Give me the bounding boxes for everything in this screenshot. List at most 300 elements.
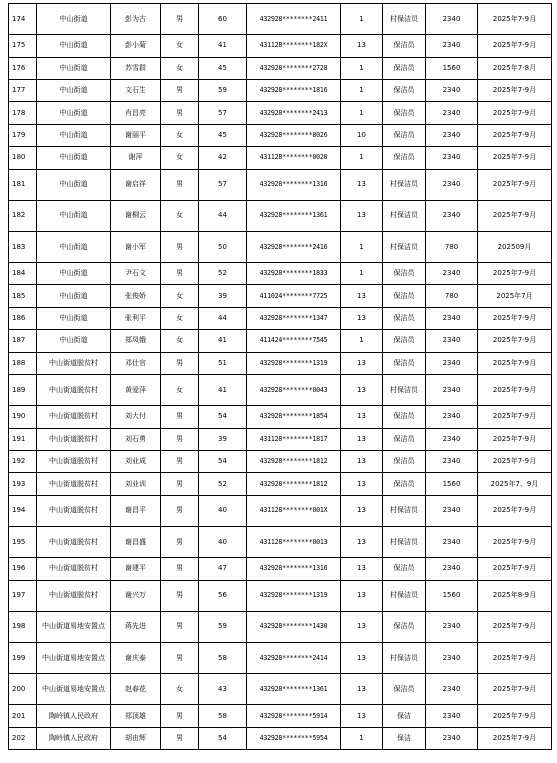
amount-cell: 2340 [426, 79, 478, 101]
gender-cell: 女 [161, 330, 199, 352]
name-cell: 文石生 [111, 79, 161, 101]
months-cell: 1 [341, 727, 383, 749]
gender-cell: 男 [161, 169, 199, 200]
unit-cell: 中山街道 [37, 124, 111, 146]
row-number: 181 [9, 169, 37, 200]
amount-cell: 2340 [426, 147, 478, 169]
period-cell: 2025年7-9月 [478, 406, 552, 428]
name-cell: 谢小军 [111, 231, 161, 262]
post-cell: 保洁员 [383, 263, 426, 285]
age-cell: 40 [199, 495, 247, 526]
table-row [9, 147, 552, 169]
months-cell: 13 [341, 200, 383, 231]
row-number: 194 [9, 495, 37, 526]
age-cell: 58 [199, 642, 247, 673]
table-row [9, 473, 552, 495]
period-cell: 2025年7-9月 [478, 200, 552, 231]
gender-cell: 女 [161, 124, 199, 146]
age-cell: 42 [199, 147, 247, 169]
name-cell: 张利平 [111, 307, 161, 329]
gender-cell: 女 [161, 147, 199, 169]
gender-cell: 男 [161, 451, 199, 473]
amount-cell: 2340 [426, 428, 478, 450]
table-row [9, 705, 552, 727]
months-cell: 13 [341, 526, 383, 557]
table-row [9, 526, 552, 557]
id-number-cell: 432928********1361 [247, 674, 341, 705]
row-number: 187 [9, 330, 37, 352]
post-cell: 保洁员 [383, 147, 426, 169]
post-cell: 保洁员 [383, 558, 426, 580]
months-cell: 13 [341, 705, 383, 727]
amount-cell: 2340 [426, 674, 478, 705]
unit-cell: 中山街道脱贫村 [37, 473, 111, 495]
unit-cell: 中山街道 [37, 231, 111, 262]
period-cell: 2025年7-9月 [478, 147, 552, 169]
amount-cell: 2340 [426, 495, 478, 526]
table-row [9, 580, 552, 611]
post-cell: 保洁员 [383, 79, 426, 101]
table-row [9, 674, 552, 705]
table-row [9, 79, 552, 101]
gender-cell: 男 [161, 558, 199, 580]
period-cell: 2025年7-8月 [478, 57, 552, 79]
period-cell: 2025年7-9月 [478, 727, 552, 749]
name-cell: 谢昌盛 [111, 526, 161, 557]
name-cell: 彭为古 [111, 4, 161, 35]
period-cell: 2025年7-9月 [478, 124, 552, 146]
row-number: 191 [9, 428, 37, 450]
months-cell: 13 [341, 375, 383, 406]
months-cell: 13 [341, 558, 383, 580]
amount-cell: 2340 [426, 558, 478, 580]
post-cell: 保洁员 [383, 428, 426, 450]
id-number-cell: 432928********1833 [247, 263, 341, 285]
months-cell: 1 [341, 263, 383, 285]
amount-cell: 2340 [426, 352, 478, 374]
age-cell: 57 [199, 102, 247, 124]
unit-cell: 中山街道脱贫村 [37, 451, 111, 473]
amount-cell: 2340 [426, 526, 478, 557]
name-cell: 赵春花 [111, 674, 161, 705]
id-number-cell: 432928********1316 [247, 558, 341, 580]
age-cell: 39 [199, 428, 247, 450]
id-number-cell: 432928********8026 [247, 124, 341, 146]
row-number: 183 [9, 231, 37, 262]
id-number-cell: 432928********2416 [247, 231, 341, 262]
id-number-cell: 432928********1361 [247, 200, 341, 231]
months-cell: 13 [341, 285, 383, 307]
gender-cell: 男 [161, 580, 199, 611]
amount-cell: 780 [426, 231, 478, 262]
row-number: 200 [9, 674, 37, 705]
amount-cell: 2340 [426, 406, 478, 428]
gender-cell: 男 [161, 406, 199, 428]
months-cell: 1 [341, 102, 383, 124]
amount-cell: 2340 [426, 200, 478, 231]
id-number-cell: 432928********1812 [247, 473, 341, 495]
period-cell: 2025年7-9月 [478, 611, 552, 642]
period-cell: 2025年7月 [478, 285, 552, 307]
row-number: 197 [9, 580, 37, 611]
post-cell: 保洁员 [383, 285, 426, 307]
amount-cell: 1560 [426, 473, 478, 495]
row-number: 196 [9, 558, 37, 580]
unit-cell: 中山街道易地安置点 [37, 674, 111, 705]
amount-cell: 1560 [426, 57, 478, 79]
unit-cell: 中山街道 [37, 57, 111, 79]
period-cell: 2025年7-9月 [478, 330, 552, 352]
period-cell: 2025年7-9月 [478, 263, 552, 285]
months-cell: 1 [341, 57, 383, 79]
id-number-cell: 432928********1854 [247, 406, 341, 428]
post-cell: 保洁员 [383, 124, 426, 146]
row-number: 198 [9, 611, 37, 642]
id-number-cell: 431128********0013 [247, 526, 341, 557]
post-cell: 村保洁员 [383, 375, 426, 406]
gender-cell: 女 [161, 200, 199, 231]
name-cell: 彭小菊 [111, 35, 161, 57]
gender-cell: 男 [161, 4, 199, 35]
row-number: 199 [9, 642, 37, 673]
name-cell: 邓仕官 [111, 352, 161, 374]
table-row [9, 285, 552, 307]
period-cell: 2025年7-9月 [478, 674, 552, 705]
row-number: 178 [9, 102, 37, 124]
months-cell: 13 [341, 169, 383, 200]
id-number-cell: 431128********0020 [247, 147, 341, 169]
post-cell: 保洁员 [383, 307, 426, 329]
unit-cell: 中山街道脱贫村 [37, 580, 111, 611]
post-cell: 保洁员 [383, 611, 426, 642]
table-row [9, 330, 552, 352]
gender-cell: 女 [161, 35, 199, 57]
row-number: 185 [9, 285, 37, 307]
post-cell: 保洁员 [383, 57, 426, 79]
months-cell: 13 [341, 611, 383, 642]
period-cell: 2025年7-9月 [478, 495, 552, 526]
name-cell: 苏雪群 [111, 57, 161, 79]
unit-cell: 中山街道脱贫村 [37, 526, 111, 557]
row-number: 175 [9, 35, 37, 57]
months-cell: 1 [341, 79, 383, 101]
period-cell: 202509月 [478, 231, 552, 262]
table-row [9, 428, 552, 450]
name-cell: 刘业训 [111, 473, 161, 495]
name-cell: 谢丽平 [111, 124, 161, 146]
age-cell: 60 [199, 4, 247, 35]
months-cell: 13 [341, 674, 383, 705]
months-cell: 13 [341, 352, 383, 374]
post-cell: 保洁员 [383, 330, 426, 352]
name-cell: 谢兴万 [111, 580, 161, 611]
post-cell: 村保洁员 [383, 642, 426, 673]
post-cell: 保洁员 [383, 35, 426, 57]
name-cell: 蒋先进 [111, 611, 161, 642]
age-cell: 50 [199, 231, 247, 262]
row-number: 202 [9, 727, 37, 749]
row-number: 190 [9, 406, 37, 428]
id-number-cell: 431128********1817 [247, 428, 341, 450]
unit-cell: 中山街道 [37, 35, 111, 57]
id-number-cell: 432928********1816 [247, 79, 341, 101]
table-row [9, 307, 552, 329]
table-row [9, 169, 552, 200]
row-number: 180 [9, 147, 37, 169]
months-cell: 10 [341, 124, 383, 146]
row-number: 189 [9, 375, 37, 406]
row-number: 186 [9, 307, 37, 329]
post-cell: 保洁 [383, 705, 426, 727]
name-cell: 谢昌平 [111, 495, 161, 526]
amount-cell: 2340 [426, 4, 478, 35]
amount-cell: 2340 [426, 169, 478, 200]
period-cell: 2025年7、9月 [478, 473, 552, 495]
unit-cell: 中山街道脱贫村 [37, 406, 111, 428]
table-row [9, 727, 552, 749]
period-cell: 2025年7-9月 [478, 79, 552, 101]
amount-cell: 2340 [426, 263, 478, 285]
gender-cell: 男 [161, 231, 199, 262]
id-number-cell: 432928********2413 [247, 102, 341, 124]
unit-cell: 中山街道易地安置点 [37, 642, 111, 673]
id-number-cell: 431128********001X [247, 495, 341, 526]
row-number: 174 [9, 4, 37, 35]
period-cell: 2025年7-9月 [478, 169, 552, 200]
table-row [9, 35, 552, 57]
age-cell: 43 [199, 674, 247, 705]
age-cell: 59 [199, 79, 247, 101]
post-cell: 村保洁员 [383, 231, 426, 262]
post-cell: 村保洁员 [383, 495, 426, 526]
id-number-cell: 432928********1319 [247, 580, 341, 611]
table-row [9, 375, 552, 406]
months-cell: 13 [341, 642, 383, 673]
gender-cell: 男 [161, 473, 199, 495]
period-cell: 2025年7-9月 [478, 102, 552, 124]
table-row [9, 124, 552, 146]
age-cell: 59 [199, 611, 247, 642]
age-cell: 41 [199, 330, 247, 352]
period-cell: 2025年7-9月 [478, 375, 552, 406]
gender-cell: 男 [161, 79, 199, 101]
gender-cell: 男 [161, 611, 199, 642]
table-row [9, 642, 552, 673]
gender-cell: 男 [161, 642, 199, 673]
row-number: 188 [9, 352, 37, 374]
id-number-cell: 432928********2411 [247, 4, 341, 35]
age-cell: 41 [199, 35, 247, 57]
row-number: 184 [9, 263, 37, 285]
name-cell: 胡由辉 [111, 727, 161, 749]
unit-cell: 中山街道 [37, 307, 111, 329]
unit-cell: 中山街道 [37, 200, 111, 231]
months-cell: 13 [341, 473, 383, 495]
period-cell: 2025年7-9月 [478, 307, 552, 329]
months-cell: 1 [341, 231, 383, 262]
amount-cell: 2340 [426, 451, 478, 473]
amount-cell: 2340 [426, 727, 478, 749]
post-cell: 保洁员 [383, 102, 426, 124]
amount-cell: 780 [426, 285, 478, 307]
months-cell: 13 [341, 451, 383, 473]
unit-cell: 中山街道易地安置点 [37, 611, 111, 642]
post-cell: 保洁员 [383, 674, 426, 705]
post-cell: 村保洁员 [383, 169, 426, 200]
row-number: 201 [9, 705, 37, 727]
post-cell: 村保洁员 [383, 580, 426, 611]
table-row [9, 558, 552, 580]
roster-table [8, 3, 552, 750]
table-row [9, 495, 552, 526]
unit-cell: 陶岭镇人民政府 [37, 705, 111, 727]
row-number: 179 [9, 124, 37, 146]
table-row [9, 102, 552, 124]
months-cell: 1 [341, 147, 383, 169]
id-number-cell: 432928********1319 [247, 352, 341, 374]
amount-cell: 2340 [426, 705, 478, 727]
post-cell: 保洁员 [383, 352, 426, 374]
months-cell: 13 [341, 495, 383, 526]
name-cell: 谢建平 [111, 558, 161, 580]
row-number: 192 [9, 451, 37, 473]
unit-cell: 中山街道脱贫村 [37, 352, 111, 374]
amount-cell: 2340 [426, 307, 478, 329]
id-number-cell: 432928********1316 [247, 169, 341, 200]
amount-cell: 2340 [426, 375, 478, 406]
unit-cell: 中山街道脱贫村 [37, 428, 111, 450]
name-cell: 刘业成 [111, 451, 161, 473]
id-number-cell: 432928********5914 [247, 705, 341, 727]
period-cell: 2025年7-9月 [478, 4, 552, 35]
name-cell: 谢桐云 [111, 200, 161, 231]
table-row [9, 263, 552, 285]
age-cell: 44 [199, 307, 247, 329]
gender-cell: 男 [161, 727, 199, 749]
months-cell: 13 [341, 35, 383, 57]
name-cell: 谢启祥 [111, 169, 161, 200]
unit-cell: 中山街道脱贫村 [37, 495, 111, 526]
name-cell: 谢萍 [111, 147, 161, 169]
table-row [9, 57, 552, 79]
gender-cell: 女 [161, 57, 199, 79]
months-cell: 13 [341, 580, 383, 611]
id-number-cell: 432928********1430 [247, 611, 341, 642]
unit-cell: 中山街道 [37, 330, 111, 352]
gender-cell: 男 [161, 495, 199, 526]
name-cell: 谢庆泰 [111, 642, 161, 673]
name-cell: 刘大付 [111, 406, 161, 428]
table-row [9, 451, 552, 473]
gender-cell: 男 [161, 705, 199, 727]
name-cell: 刘石勇 [111, 428, 161, 450]
gender-cell: 女 [161, 375, 199, 406]
unit-cell: 中山街道脱贫村 [37, 375, 111, 406]
name-cell: 郑顶雄 [111, 705, 161, 727]
period-cell: 2025年8-9月 [478, 580, 552, 611]
period-cell: 2025年7-9月 [478, 642, 552, 673]
row-number: 177 [9, 79, 37, 101]
post-cell: 保洁员 [383, 406, 426, 428]
gender-cell: 男 [161, 102, 199, 124]
amount-cell: 2340 [426, 611, 478, 642]
table-row [9, 611, 552, 642]
id-number-cell: 432928********1812 [247, 451, 341, 473]
row-number: 176 [9, 57, 37, 79]
amount-cell: 1560 [426, 580, 478, 611]
post-cell: 村保洁员 [383, 4, 426, 35]
gender-cell: 男 [161, 428, 199, 450]
id-number-cell: 432928********2414 [247, 642, 341, 673]
gender-cell: 男 [161, 526, 199, 557]
age-cell: 54 [199, 451, 247, 473]
roster-sheet [8, 3, 552, 750]
post-cell: 保洁员 [383, 451, 426, 473]
row-number: 182 [9, 200, 37, 231]
unit-cell: 中山街道脱贫村 [37, 558, 111, 580]
post-cell: 保洁 [383, 727, 426, 749]
unit-cell: 中山街道 [37, 169, 111, 200]
age-cell: 57 [199, 169, 247, 200]
age-cell: 58 [199, 705, 247, 727]
period-cell: 2025年7-9月 [478, 451, 552, 473]
unit-cell: 中山街道 [37, 4, 111, 35]
age-cell: 39 [199, 285, 247, 307]
amount-cell: 2340 [426, 642, 478, 673]
roster-body [9, 4, 552, 750]
name-cell: 黄爱萍 [111, 375, 161, 406]
post-cell: 村保洁员 [383, 526, 426, 557]
age-cell: 52 [199, 263, 247, 285]
gender-cell: 女 [161, 674, 199, 705]
unit-cell: 中山街道 [37, 263, 111, 285]
table-row [9, 352, 552, 374]
table-row [9, 231, 552, 262]
amount-cell: 2340 [426, 330, 478, 352]
gender-cell: 男 [161, 352, 199, 374]
period-cell: 2025年7-9月 [478, 526, 552, 557]
table-row [9, 200, 552, 231]
row-number: 193 [9, 473, 37, 495]
id-number-cell: 432928********5954 [247, 727, 341, 749]
period-cell: 2025年7-9月 [478, 428, 552, 450]
unit-cell: 中山街道 [37, 285, 111, 307]
age-cell: 40 [199, 526, 247, 557]
age-cell: 47 [199, 558, 247, 580]
id-number-cell: 411024********7725 [247, 285, 341, 307]
period-cell: 2025年7-9月 [478, 705, 552, 727]
table-row [9, 4, 552, 35]
post-cell: 村保洁员 [383, 200, 426, 231]
row-number: 195 [9, 526, 37, 557]
gender-cell: 女 [161, 307, 199, 329]
months-cell: 1 [341, 330, 383, 352]
amount-cell: 2340 [426, 35, 478, 57]
unit-cell: 中山街道 [37, 147, 111, 169]
months-cell: 13 [341, 307, 383, 329]
period-cell: 2025年7-9月 [478, 558, 552, 580]
unit-cell: 陶岭镇人民政府 [37, 727, 111, 749]
age-cell: 45 [199, 57, 247, 79]
age-cell: 56 [199, 580, 247, 611]
name-cell: 肖昌亮 [111, 102, 161, 124]
age-cell: 45 [199, 124, 247, 146]
period-cell: 2025年7-9月 [478, 35, 552, 57]
name-cell: 郑凤娥 [111, 330, 161, 352]
gender-cell: 男 [161, 263, 199, 285]
gender-cell: 女 [161, 285, 199, 307]
id-number-cell: 432928********2728 [247, 57, 341, 79]
